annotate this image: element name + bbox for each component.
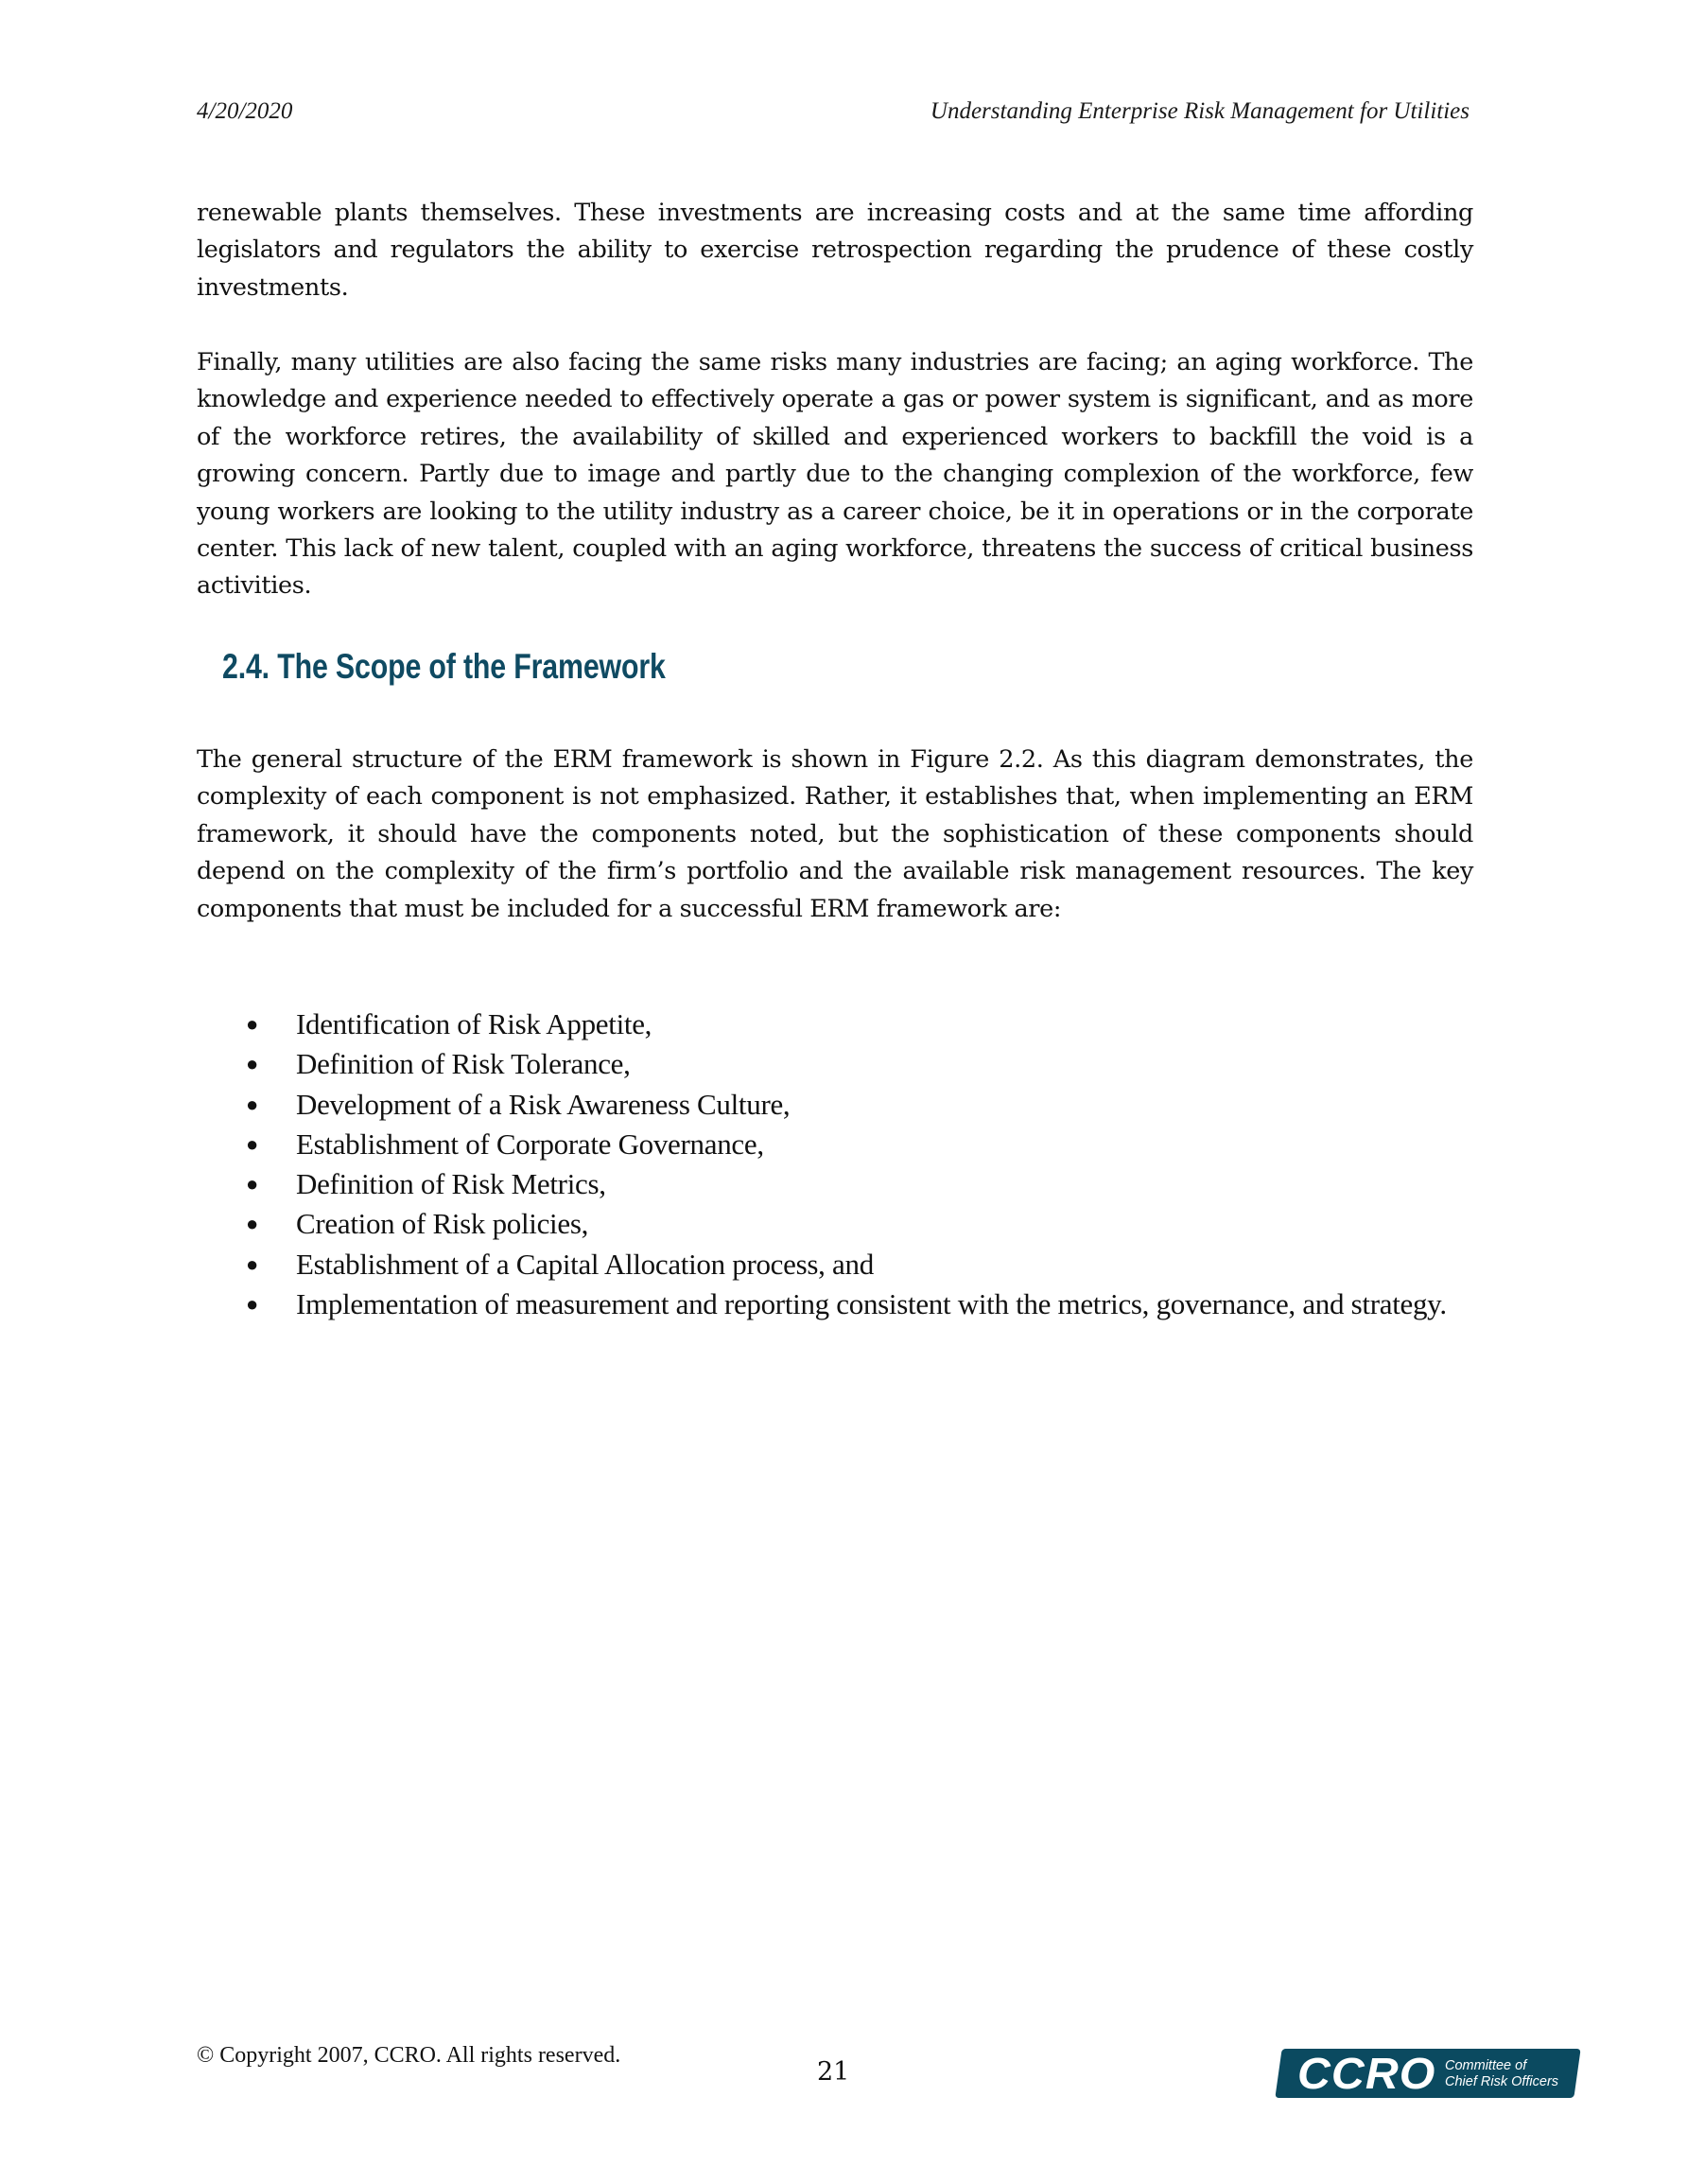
bullet-icon: ● <box>246 1012 259 1036</box>
list-item <box>0 1284 1687 1324</box>
paragraph-renewable-investments: renewable plants themselves. These investments are increasing costs and at the same time affording legislators and regulators the ability to exercise retrospection regarding the prudence of these costly investments. <box>197 199 1473 302</box>
ccro-logo <box>1278 2049 1577 2098</box>
bullet-icon: ● <box>246 1131 259 1156</box>
bullet-icon: ● <box>246 1212 259 1236</box>
list-item <box>0 1005 1687 1044</box>
page-number: 21 <box>817 2057 850 2087</box>
bullet-icon: ● <box>246 1172 259 1197</box>
list-item <box>0 1164 1687 1204</box>
list-item-text: Definition of Risk Tolerance, <box>296 1047 631 1081</box>
paragraph-aging-workforce: Finally, many utilities are also facing the same risks many industries are facing; an aging workforce. The knowledge and experience needed to effectively operate a gas or power system is significant, and as more of the workforce retires, the availability of skilled and experienced workers to backfill the void is a growing concern. Partly due to image and partly due to the changing complexion of the workforce, few young workers are looking to the utility industry as a career choice, be it in operations or in the corporate center. This lack of new talent, coupled with an aging workforce, threatens the success of critical business activities. <box>197 348 1473 601</box>
list-item-text: Establishment of a Capital Allocation process, and <box>296 1247 874 1281</box>
copyright-notice: © Copyright 2007, CCRO. All rights reserved. <box>197 2043 621 2068</box>
logo-mark: CCRO <box>1297 2049 1436 2098</box>
list-item-text: Creation of Risk policies, <box>296 1207 589 1241</box>
list-item-text: Definition of Risk Metrics, <box>296 1167 606 1201</box>
bullet-icon: ● <box>246 1092 259 1116</box>
list-item <box>0 1085 1687 1125</box>
logo-tagline-line2: Chief Risk Officers <box>1445 2074 1559 2089</box>
list-item <box>0 1044 1687 1084</box>
list-item <box>0 1245 1687 1284</box>
logo-tagline-line1: Committee of <box>1445 2058 1527 2073</box>
bullet-icon: ● <box>246 1292 259 1317</box>
bullet-icon: ● <box>246 1052 259 1076</box>
erm-components-list <box>0 1005 1687 1324</box>
bullet-icon: ● <box>246 1251 259 1276</box>
header-date: 4/20/2020 <box>197 98 293 124</box>
header-document-title: Understanding Enterprise Risk Management for Utilities <box>930 98 1470 124</box>
logo-tagline <box>1445 2058 1558 2090</box>
list-item-text: Implementation of measurement and reporting consistent with the metrics, governance, and strategy. <box>296 1287 1447 1321</box>
paragraph-erm-structure: The general structure of the ERM framework is shown in Figure 2.2. As this diagram demonstrates, the complexity of each component is not emphasized. Rather, it establishes that, when implementing an ERM framework, it should have the components noted, but the sophistication of these components should depend on the complexity of the firm’s portfolio and the available risk management resources. The key components that must be included for a successful ERM framework are: <box>197 745 1473 923</box>
list-item-text: Development of a Risk Awareness Culture, <box>296 1087 791 1121</box>
section-heading: 2.4. The Scope of the Framework <box>222 647 666 686</box>
list-item-text: Establishment of Corporate Governance, <box>296 1127 764 1161</box>
list-item <box>0 1204 1687 1244</box>
list-item <box>0 1125 1687 1164</box>
list-item-text: Identification of Risk Appetite, <box>296 1007 652 1040</box>
